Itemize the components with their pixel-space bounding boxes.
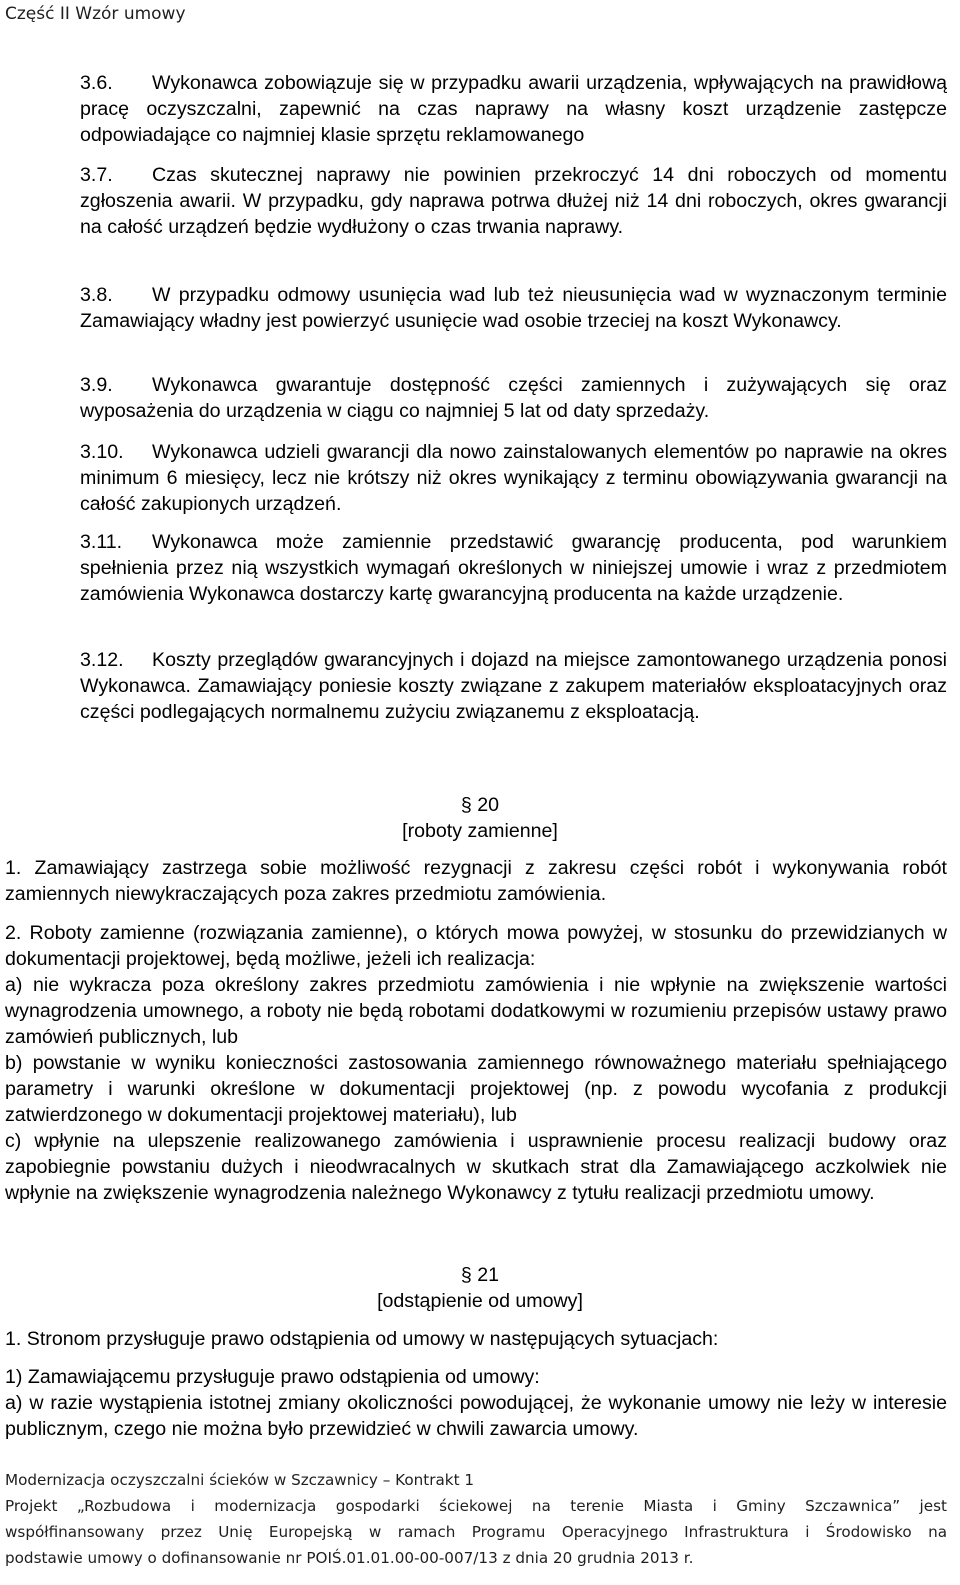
section-20-number: § 20 — [460, 794, 500, 816]
clause-text: Czas skutecznej naprawy nie powinien przekroczyć 14 dni roboczych od momentu zgłoszenia awarii. W przypadku, gdy naprawa potrwa dłużej niż 14 dni roboczych, okres gwarancji na całość urządzeń będzie wydłużony o czas trwania naprawy. — [80, 164, 947, 238]
footer-project-line: Projekt „Rozbudowa i modernizacja gospodarki ściekowej na terenie Miasta i Gminy Szczawnica” jest — [5, 1497, 947, 1515]
clause-number: 3.8. — [80, 284, 113, 306]
section-21-number: § 21 — [460, 1264, 500, 1286]
section-20-item-b: b) powstanie w wyniku konieczności zastosowania zamiennego równoważnego materiału spełniającego parametry i warunki określone w dokumentacji projektowej (np. z powodu wycofania z produkcji zatwierdzonego w dokumentacji projektowej materiału), lub — [5, 1052, 947, 1126]
section-21-title: [odstąpienie od umowy] — [377, 1290, 583, 1312]
clause-3-6 — [80, 70, 947, 148]
clause-number: 3.9. — [80, 374, 113, 396]
footer-contract-name: Modernizacja oczyszczalni ścieków w Szczawnicy – Kontrakt 1 — [5, 1471, 475, 1489]
clause-number: 3.12. — [80, 649, 124, 671]
clause-text: Koszty przeglądów gwarancyjnych i dojazd na miejsce zamontowanego urządzenia ponosi Wykonawca. Zamawiający poniesie koszty związane z zakupem materiałów eksploatacyjnych oraz części podlegających normalnemu zużyciu związanemu z eksploatacją. — [80, 649, 947, 723]
section-21-paragraph-2: 1) Zamawiającemu przysługuje prawo odstąpienia od umowy: — [5, 1366, 540, 1388]
clause-number: 3.7. — [80, 164, 113, 186]
clause-3-9 — [80, 372, 947, 424]
clause-3-8 — [80, 282, 947, 334]
clause-number: 3.11. — [80, 531, 123, 553]
clause-text: Wykonawca udzieli gwarancji dla nowo zainstalowanych elementów po naprawie na okres minimum 6 miesięcy, lecz nie krótszy niż okres wynikający z terminu obowiązywania gwarancji na całość zakupionych urządzeń. — [80, 441, 947, 515]
section-20-paragraph-1: 1. Zamawiający zastrzega sobie możliwość rezygnacji z zakresu części robót i wykonywania robót zamiennych niewykraczających poza zakres przedmiotu zamówienia. — [5, 857, 947, 905]
clause-text: Wykonawca gwarantuje dostępność części zamiennych i zużywających się oraz wyposażenia do urządzenia w ciągu co najmniej 5 lat od daty sprzedaży. — [80, 374, 947, 422]
clause-number: 3.6. — [80, 72, 113, 94]
clause-number: 3.10. — [80, 441, 124, 463]
footer-cofinancing-line: współfinansowany przez Unię Europejską w ramach Programu Operacyjnego Infrastruktura i Środowisko na — [5, 1523, 947, 1541]
clause-3-7 — [80, 162, 947, 240]
document-header: Część II Wzór umowy — [5, 4, 186, 24]
section-21-item-a: a) w razie wystąpienia istotnej zmiany okoliczności powodującej, że wykonanie umowy nie leży w interesie publicznym, czego nie można było przewidzieć w chwili zawarcia umowy. — [5, 1392, 947, 1440]
footer-agreement-line: podstawie umowy o dofinansowanie nr POIŚ.01.01.00-00-007/13 z dnia 20 grudnia 2013 r. — [5, 1549, 694, 1567]
clause-text: W przypadku odmowy usunięcia wad lub też nieusunięcia wad w wyznaczonym terminie Zamawiający władny jest powierzyć usunięcie wad osobie trzeciej na koszt Wykonawcy. — [80, 284, 947, 332]
clause-text: Wykonawca zobowiązuje się w przypadku awarii urządzenia, wpływających na prawidłową pracę oczyszczalni, zapewnić na czas naprawy na własny koszt urządzenie zastępcze odpowiadające co najmniej klasie sprzętu reklamowanego — [80, 72, 947, 146]
section-20-item-c: c) wpłynie na ulepszenie realizowanego zamówienia i usprawnienie procesu realizacji budowy oraz zapobiegnie powstaniu dużych i nieodwracalnych w skutkach strat dla Zamawiającego aczkolwiek nie wpłynie na zwiększenie wynagrodzenia należnego Wykonawcy z tytułu realizacji przedmiotu umowy. — [5, 1130, 947, 1204]
document-footer — [5, 1467, 947, 1571]
section-20-title: [roboty zamienne] — [402, 820, 558, 842]
clause-text: Wykonawca może zamiennie przedstawić gwarancję producenta, pod warunkiem spełnienia przez nią wszystkich wymagań określonych w niniejszej umowie i wraz z przedmiotem zamówienia Wykonawca dostarczy kartę gwarancyjną producenta na każde urządzenie. — [80, 531, 947, 605]
clause-3-10 — [80, 439, 947, 517]
clause-3-11 — [80, 529, 947, 607]
clause-3-12 — [80, 647, 947, 725]
section-21-paragraph-1: 1. Stronom przysługuje prawo odstąpienia od umowy w następujących sytuacjach: — [5, 1328, 719, 1350]
section-20-paragraph-2: 2. Roboty zamienne (rozwiązania zamienne), o których mowa powyżej, w stosunku do przewidzianych w dokumentacji projektowej, będą możliwe, jeżeli ich realizacja: — [5, 922, 947, 970]
section-20-item-a: a) nie wykracza poza określony zakres przedmiotu zamówienia i nie wpłynie na zwiększenie wartości wynagrodzenia umownego, a roboty nie będą robotami dodatkowymi w rozumieniu przepisów ustawy prawo zamówień publicznych, lub — [5, 974, 947, 1048]
